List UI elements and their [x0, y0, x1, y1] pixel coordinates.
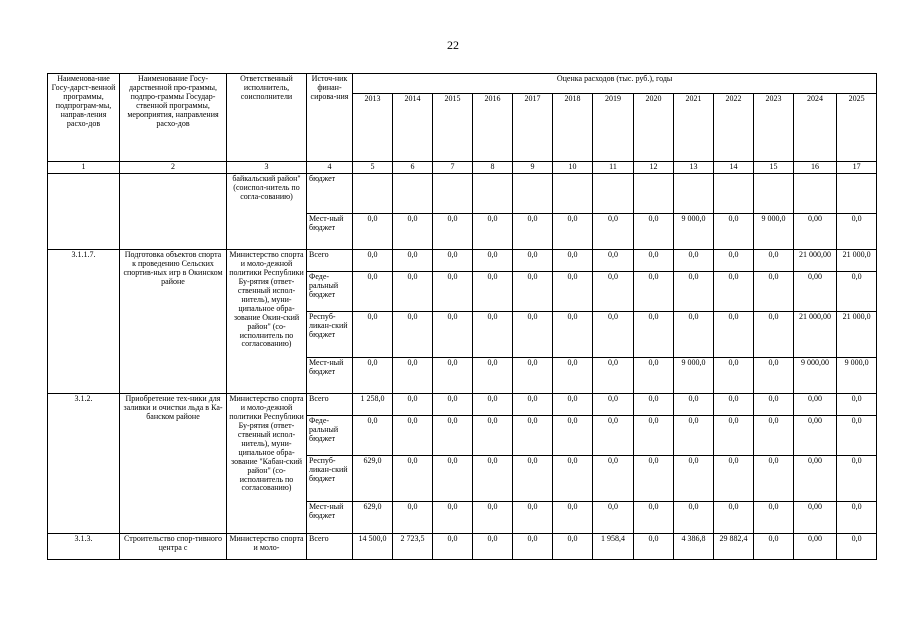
- expense-value: 0,0: [837, 501, 877, 533]
- expense-value: 0,0: [593, 393, 634, 415]
- expense-value: 0,0: [353, 271, 393, 311]
- expense-value: 0,0: [353, 357, 393, 393]
- expense-value: [473, 173, 513, 213]
- expense-value: [553, 173, 593, 213]
- activity-name: Приобретение тех-ники для заливки и очистки льда в Ка-банском районе: [120, 393, 227, 533]
- expense-value: 0,0: [754, 455, 794, 501]
- expense-value: 0,0: [754, 357, 794, 393]
- expense-value: 1 958,4: [593, 533, 634, 559]
- funding-source: Респуб-ликан-ский бюджет: [307, 455, 353, 501]
- expense-value: 0,0: [513, 311, 553, 357]
- expense-value: 0,0: [714, 393, 754, 415]
- column-number: 3: [227, 162, 307, 174]
- header-col-2: Наименование Госу-дарственной про-граммы, подпро-граммы Государ-ственной программы, мероприятия, направления расхо-дов: [120, 74, 227, 162]
- expense-value: 0,0: [593, 271, 634, 311]
- expense-value: 0,0: [674, 393, 714, 415]
- expense-value: [714, 173, 754, 213]
- expense-value: 0,0: [513, 271, 553, 311]
- expense-value: 0,0: [674, 455, 714, 501]
- expense-value: 0,0: [513, 357, 553, 393]
- expense-value: 0,0: [473, 501, 513, 533]
- expense-value: 0,0: [593, 357, 634, 393]
- column-number: 16: [794, 162, 837, 174]
- header-estimate: Оценка расходов (тыс. руб.), годы: [353, 74, 877, 94]
- expense-value: 0,0: [634, 393, 674, 415]
- expense-value: [754, 173, 794, 213]
- funding-source: Мест-ный бюджет: [307, 501, 353, 533]
- funding-source: Респуб-ликан-ский бюджет: [307, 311, 353, 357]
- expense-value: 1 258,0: [353, 393, 393, 415]
- activity-name: Подготовка объектов спорта к проведению Сельских спортив-ных игр в Окинском районе: [120, 249, 227, 393]
- expense-value: 0,0: [837, 271, 877, 311]
- expense-value: 0,00: [794, 271, 837, 311]
- expense-value: 0,0: [473, 271, 513, 311]
- expense-value: 0,0: [553, 311, 593, 357]
- expense-value: 0,0: [714, 213, 754, 249]
- expense-value: 0,0: [837, 533, 877, 559]
- expense-value: 0,0: [714, 249, 754, 271]
- header-year: 2014: [393, 94, 433, 162]
- expense-value: 0,0: [674, 249, 714, 271]
- expense-value: 0,0: [433, 311, 473, 357]
- column-number: 8: [473, 162, 513, 174]
- expense-value: 0,0: [473, 311, 513, 357]
- funding-source: Всего: [307, 249, 353, 271]
- funding-source: бюджет: [307, 173, 353, 213]
- expense-value: 0,0: [393, 249, 433, 271]
- expense-value: 0,0: [513, 415, 553, 455]
- responsible-executor: Министерство спорта и моло-дежной политики Республики Бу-рятия (ответ-ственный испол-нитель), муни-ципальное обра-зование Окин-ский район" (со-исполнитель по согласованию): [227, 249, 307, 393]
- expense-value: 0,0: [837, 393, 877, 415]
- expense-value: 0,0: [634, 455, 674, 501]
- expense-value: [794, 173, 837, 213]
- expense-value: 0,0: [754, 311, 794, 357]
- expense-value: [674, 173, 714, 213]
- expense-value: 0,0: [433, 393, 473, 415]
- expense-value: 0,0: [837, 455, 877, 501]
- column-number: 15: [754, 162, 794, 174]
- column-number: 4: [307, 162, 353, 174]
- expense-value: 0,0: [353, 213, 393, 249]
- expense-value: 0,0: [513, 393, 553, 415]
- column-number: 6: [393, 162, 433, 174]
- expense-value: 0,0: [393, 213, 433, 249]
- expense-value: 0,00: [794, 455, 837, 501]
- expense-value: 0,0: [674, 415, 714, 455]
- expense-value: 0,0: [473, 533, 513, 559]
- expense-value: 9 000,00: [794, 357, 837, 393]
- expense-value: 21 000,0: [837, 311, 877, 357]
- expense-value: 0,0: [754, 501, 794, 533]
- header-year: 2015: [433, 94, 473, 162]
- expense-value: 0,0: [593, 455, 634, 501]
- expense-value: 0,0: [593, 249, 634, 271]
- expense-value: 0,0: [433, 357, 473, 393]
- header-col-1: Наименова-ние Госу-дарст-венной программы, подпрограм-мы, направ-ления расхо-дов: [48, 74, 120, 162]
- expense-value: 0,0: [393, 415, 433, 455]
- header-year: 2023: [754, 94, 794, 162]
- expense-value: 21 000,00: [794, 311, 837, 357]
- header-col-4: Источ-ник финан-сирова-ния: [307, 74, 353, 162]
- expense-value: 0,0: [553, 533, 593, 559]
- expense-value: 0,0: [593, 501, 634, 533]
- expense-value: 0,0: [473, 455, 513, 501]
- expense-value: 0,00: [794, 393, 837, 415]
- expense-value: 0,0: [837, 415, 877, 455]
- expense-value: 0,0: [754, 415, 794, 455]
- expense-value: [837, 173, 877, 213]
- expense-value: 0,0: [674, 271, 714, 311]
- expense-value: 0,0: [433, 271, 473, 311]
- funding-source: Всего: [307, 393, 353, 415]
- expense-value: 0,0: [634, 501, 674, 533]
- expense-value: 0,0: [634, 415, 674, 455]
- activity-code: 3.1.2.: [48, 393, 120, 533]
- expense-value: 0,0: [433, 501, 473, 533]
- expense-value: 0,0: [393, 311, 433, 357]
- expense-value: 0,0: [353, 249, 393, 271]
- expense-value: 0,0: [393, 501, 433, 533]
- activity-code: 3.1.1.7.: [48, 249, 120, 393]
- expense-value: 0,0: [754, 271, 794, 311]
- header-year: 2016: [473, 94, 513, 162]
- column-number: 2: [120, 162, 227, 174]
- expense-value: 0,0: [674, 311, 714, 357]
- expense-value: 0,0: [433, 533, 473, 559]
- expense-value: 0,0: [634, 311, 674, 357]
- expense-value: 0,0: [553, 501, 593, 533]
- column-number: 12: [634, 162, 674, 174]
- expense-value: 0,0: [353, 415, 393, 455]
- column-number: 13: [674, 162, 714, 174]
- table-row: [48, 249, 877, 271]
- expense-value: 0,0: [634, 249, 674, 271]
- expense-value: 0,00: [794, 213, 837, 249]
- expense-value: 0,0: [513, 249, 553, 271]
- cont-code-cell: [48, 173, 120, 249]
- expense-value: 0,0: [433, 415, 473, 455]
- expense-value: 0,0: [473, 213, 513, 249]
- expense-value: 0,0: [473, 393, 513, 415]
- expense-value: 0,0: [634, 533, 674, 559]
- expense-value: 0,0: [553, 393, 593, 415]
- header-year: 2017: [513, 94, 553, 162]
- expense-value: 0,0: [553, 357, 593, 393]
- expense-value: 0,0: [513, 501, 553, 533]
- expense-value: 29 882,4: [714, 533, 754, 559]
- table-row: [48, 393, 877, 415]
- header-col-3: Ответственный исполнитель, соисполнители: [227, 74, 307, 162]
- column-number: 14: [714, 162, 754, 174]
- expense-value: 0,0: [393, 393, 433, 415]
- expense-value: 0,0: [714, 357, 754, 393]
- expense-value: 0,0: [473, 357, 513, 393]
- funding-source: Феде-ральный бюджет: [307, 415, 353, 455]
- expense-value: 629,0: [353, 501, 393, 533]
- expense-value: 0,0: [714, 271, 754, 311]
- expense-value: 0,0: [754, 393, 794, 415]
- header-year: 2025: [837, 94, 877, 162]
- expense-value: 0,0: [754, 249, 794, 271]
- expense-value: 0,0: [714, 501, 754, 533]
- expense-value: 0,0: [714, 311, 754, 357]
- expense-value: 0,0: [473, 249, 513, 271]
- expense-value: 0,0: [714, 415, 754, 455]
- funding-source: Феде-ральный бюджет: [307, 271, 353, 311]
- expense-value: 0,0: [393, 271, 433, 311]
- header-year: 2021: [674, 94, 714, 162]
- expense-value: 0,0: [714, 455, 754, 501]
- expense-value: 0,0: [393, 357, 433, 393]
- expense-value: 0,0: [433, 455, 473, 501]
- expense-value: 2 723,5: [393, 533, 433, 559]
- expense-value: 21 000,0: [837, 249, 877, 271]
- expense-value: 0,0: [513, 213, 553, 249]
- expense-value: [353, 173, 393, 213]
- expense-value: 0,0: [553, 249, 593, 271]
- header-year: 2024: [794, 94, 837, 162]
- column-number: 11: [593, 162, 634, 174]
- column-number: 1: [48, 162, 120, 174]
- expense-value: 0,0: [553, 213, 593, 249]
- expense-value: 0,00: [794, 533, 837, 559]
- expense-value: 9 000,0: [754, 213, 794, 249]
- funding-source: Всего: [307, 533, 353, 559]
- expense-value: 0,0: [553, 271, 593, 311]
- expense-value: 0,0: [553, 455, 593, 501]
- expense-value: [513, 173, 553, 213]
- column-number: 5: [353, 162, 393, 174]
- expense-value: [433, 173, 473, 213]
- expense-value: 0,0: [593, 415, 634, 455]
- header-year: 2022: [714, 94, 754, 162]
- column-number: 10: [553, 162, 593, 174]
- column-number: 7: [433, 162, 473, 174]
- expense-value: 21 000,00: [794, 249, 837, 271]
- expense-value: 629,0: [353, 455, 393, 501]
- expense-value: 0,0: [634, 271, 674, 311]
- header-year: 2019: [593, 94, 634, 162]
- header-year: 2018: [553, 94, 593, 162]
- page-number: 22: [447, 38, 459, 52]
- expense-value: 0,0: [634, 357, 674, 393]
- expense-value: 0,0: [393, 455, 433, 501]
- column-number: 17: [837, 162, 877, 174]
- expense-value: 9 000,0: [674, 213, 714, 249]
- responsible-executor: Министерство спорта и моло-: [227, 533, 307, 559]
- expense-value: 0,0: [353, 311, 393, 357]
- cont-name-cell: [120, 173, 227, 249]
- expense-value: 0,0: [513, 455, 553, 501]
- expense-value: 0,0: [433, 213, 473, 249]
- expense-value: [634, 173, 674, 213]
- responsible-executor: Министерство спорта и моло-дежной политики Республики Бу-рятия (ответ-ственный испол-нитель), муни-ципальное обра-зование "Кабан-ский район" (со-исполнитель по согласованию): [227, 393, 307, 533]
- table-row: [48, 533, 877, 559]
- expense-value: 0,0: [593, 311, 634, 357]
- expense-value: 0,0: [837, 213, 877, 249]
- expense-value: 0,0: [754, 533, 794, 559]
- expense-value: 0,0: [674, 501, 714, 533]
- expense-value: 0,0: [634, 213, 674, 249]
- expense-value: 0,0: [593, 213, 634, 249]
- funding-source: Мест-ный бюджет: [307, 213, 353, 249]
- expense-value: 4 386,8: [674, 533, 714, 559]
- expense-value: 0,0: [553, 415, 593, 455]
- expense-value: [593, 173, 634, 213]
- activity-name: Строительство спор-тивного центра с: [120, 533, 227, 559]
- funding-source: Мест-ный бюджет: [307, 357, 353, 393]
- expense-value: 0,0: [433, 249, 473, 271]
- expense-value: 0,00: [794, 415, 837, 455]
- column-number: 9: [513, 162, 553, 174]
- budget-table: [47, 73, 877, 560]
- expense-value: 0,00: [794, 501, 837, 533]
- header-year: 2020: [634, 94, 674, 162]
- expense-value: 14 500,0: [353, 533, 393, 559]
- expense-value: 9 000,0: [674, 357, 714, 393]
- activity-code: 3.1.3.: [48, 533, 120, 559]
- expense-value: 0,0: [473, 415, 513, 455]
- expense-value: [393, 173, 433, 213]
- cont-executor: байкальский район" (соиспол-нитель по согла-сованию): [227, 173, 307, 249]
- expense-value: 9 000,0: [837, 357, 877, 393]
- header-year: 2013: [353, 94, 393, 162]
- expense-value: 0,0: [513, 533, 553, 559]
